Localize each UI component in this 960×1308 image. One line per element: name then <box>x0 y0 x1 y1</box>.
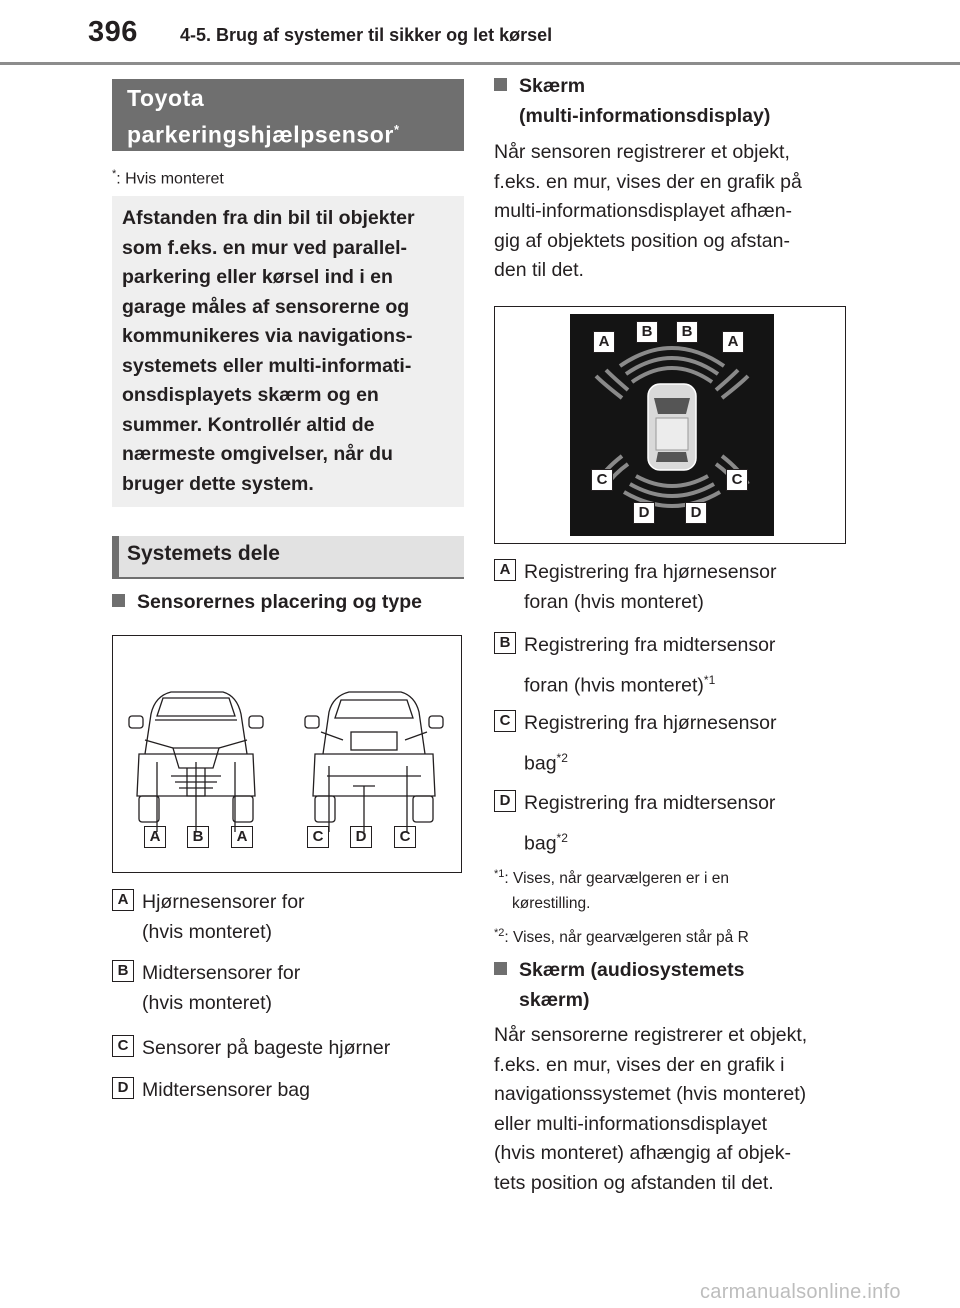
rear-car-mirror-right <box>429 716 443 728</box>
paragraph-multi-display: Når sensoren registrerer et objekt, f.eks. en mur, vises der en grafik på multi-informationsdisplayet afhæn- gig af objektets position og afstan- den til det. <box>494 141 802 281</box>
display-label-d: D <box>633 502 655 524</box>
header-rule <box>0 62 960 65</box>
legend-label-b: B <box>494 632 516 654</box>
title-footnote-mark: * <box>393 122 400 137</box>
square-bullet-icon <box>494 78 507 91</box>
page-number: 396 <box>88 16 138 48</box>
paragraph-audio-display: Når sensorerne registrerer et objekt, f.eks. en mur, vises der en grafik i navigationssystemet (hvis monteret) eller multi-informationsdisplayet (hvis monteret) afhængig af objek- tets position og afstanden til det. <box>494 1024 808 1194</box>
legend-item-a: A Hjørnesensorer for (hvis monteret) <box>112 887 462 947</box>
figure-label-c: C <box>394 826 416 848</box>
rear-car-plate <box>351 732 397 750</box>
intro-line: summer. Kontrollér altid de <box>122 413 375 436</box>
legend-label-b: B <box>112 960 134 982</box>
rear-car-roof-outline <box>323 692 425 754</box>
footnote-1: $^{*1}$: Vises, når gearvælgeren er i en kørestilling. <box>494 868 729 913</box>
front-car-headlights <box>145 740 247 748</box>
intro-line: bruger dette system. <box>122 472 314 495</box>
display-label-d: D <box>685 502 707 524</box>
figure-label-a: A <box>144 826 166 848</box>
figure-label-b: B <box>187 826 209 848</box>
display-label-c: C <box>591 469 613 491</box>
display-label-a: A <box>722 331 744 353</box>
section-heading: Systemets dele <box>112 536 464 577</box>
display-legend-a: A Registrering fra hjørnesensor foran (hvis monteret) <box>494 557 854 617</box>
display-label-b: B <box>636 321 658 343</box>
display-figure <box>494 306 846 544</box>
title-footnote: *: Hvis monteret <box>112 168 224 188</box>
footnote-2: $^{*2}$: Vises, når gearvælgeren står på R <box>494 927 749 947</box>
car-roof <box>656 418 688 450</box>
front-car-windshield <box>157 698 235 716</box>
front-car-mirror-left <box>129 716 143 728</box>
rear-car-wheel-left <box>315 796 335 822</box>
section-heading-rule <box>112 577 464 579</box>
rear-car-body <box>313 754 435 796</box>
display-label-c: C <box>726 469 748 491</box>
sub-heading-multi-display: Skærm (multi-informationsdisplay) <box>494 71 770 131</box>
intro-line: systemets eller multi-informati- <box>122 354 412 377</box>
legend-label-d: D <box>112 1077 134 1099</box>
intro-line: kommunikeres via navigations- <box>122 325 413 347</box>
legend-item-c: C Sensorer på bageste hjørner <box>112 1033 462 1063</box>
legend-label-d: D <box>494 790 516 812</box>
car-windshield <box>654 398 690 414</box>
front-car-wheel-right <box>233 796 253 822</box>
rear-car-taillights <box>321 732 427 740</box>
intro-box <box>112 196 464 507</box>
title-line1: Toyota <box>127 85 205 111</box>
sub-heading-sensor-placement: Sensorernes placering og type <box>112 587 422 617</box>
display-label-a: A <box>593 331 615 353</box>
watermark: carmanualsonline.info <box>700 1281 901 1303</box>
legend-label-c: C <box>494 710 516 732</box>
rear-car-mirror-left <box>305 716 319 728</box>
intro-line: nærmeste omgivelser, når du <box>122 443 393 465</box>
legend-label-a: A <box>494 559 516 581</box>
front-sensor-leader-lines <box>157 762 235 832</box>
legend-item-d: D Midtersensorer bag <box>112 1075 462 1105</box>
chapter-title-box <box>112 79 464 151</box>
front-car-wheel-left <box>139 796 159 822</box>
square-bullet-icon <box>112 594 125 607</box>
section-title: 4-5. Brug af systemer til sikker og let kørsel <box>180 25 553 45</box>
rear-car-wheel-right <box>413 796 433 822</box>
legend-label-a: A <box>112 889 134 911</box>
front-car-mirror-right <box>249 716 263 728</box>
intro-line: parkering eller kørsel ind i en <box>122 266 393 288</box>
square-bullet-icon <box>494 962 507 975</box>
legend-label-c: C <box>112 1035 134 1057</box>
display-label-b: B <box>676 321 698 343</box>
title-line2: parkeringshjælpsensor* <box>127 121 400 148</box>
legend-item-b: B Midtersensorer for (hvis monteret) <box>112 958 462 1018</box>
sub-heading-audio-display: Skærm (audiosystemets skærm) <box>494 955 744 1015</box>
intro-line: onsdisplayets skærm og en <box>122 384 379 406</box>
display-legend-d: D Registrering fra midtersensor bag$^{*2}$ <box>494 788 854 859</box>
rear-car-rear-window <box>335 700 413 718</box>
intro-line: som f.eks. en mur ved parallel- <box>122 236 408 259</box>
display-legend-b: B Registrering fra midtersensor foran (hvis monteret)$^{*1}$ <box>494 630 854 701</box>
figure-label-c: C <box>307 826 329 848</box>
intro-line: Afstanden fra din bil til objekter <box>122 207 415 229</box>
figure-label-a: A <box>231 826 253 848</box>
intro-line: garage måles af sensorerne og <box>122 295 410 318</box>
figure-label-d: D <box>350 826 372 848</box>
display-legend-c: C Registrering fra hjørnesensor bag$^{*2}$ <box>494 708 854 779</box>
car-rear-window <box>656 452 688 462</box>
